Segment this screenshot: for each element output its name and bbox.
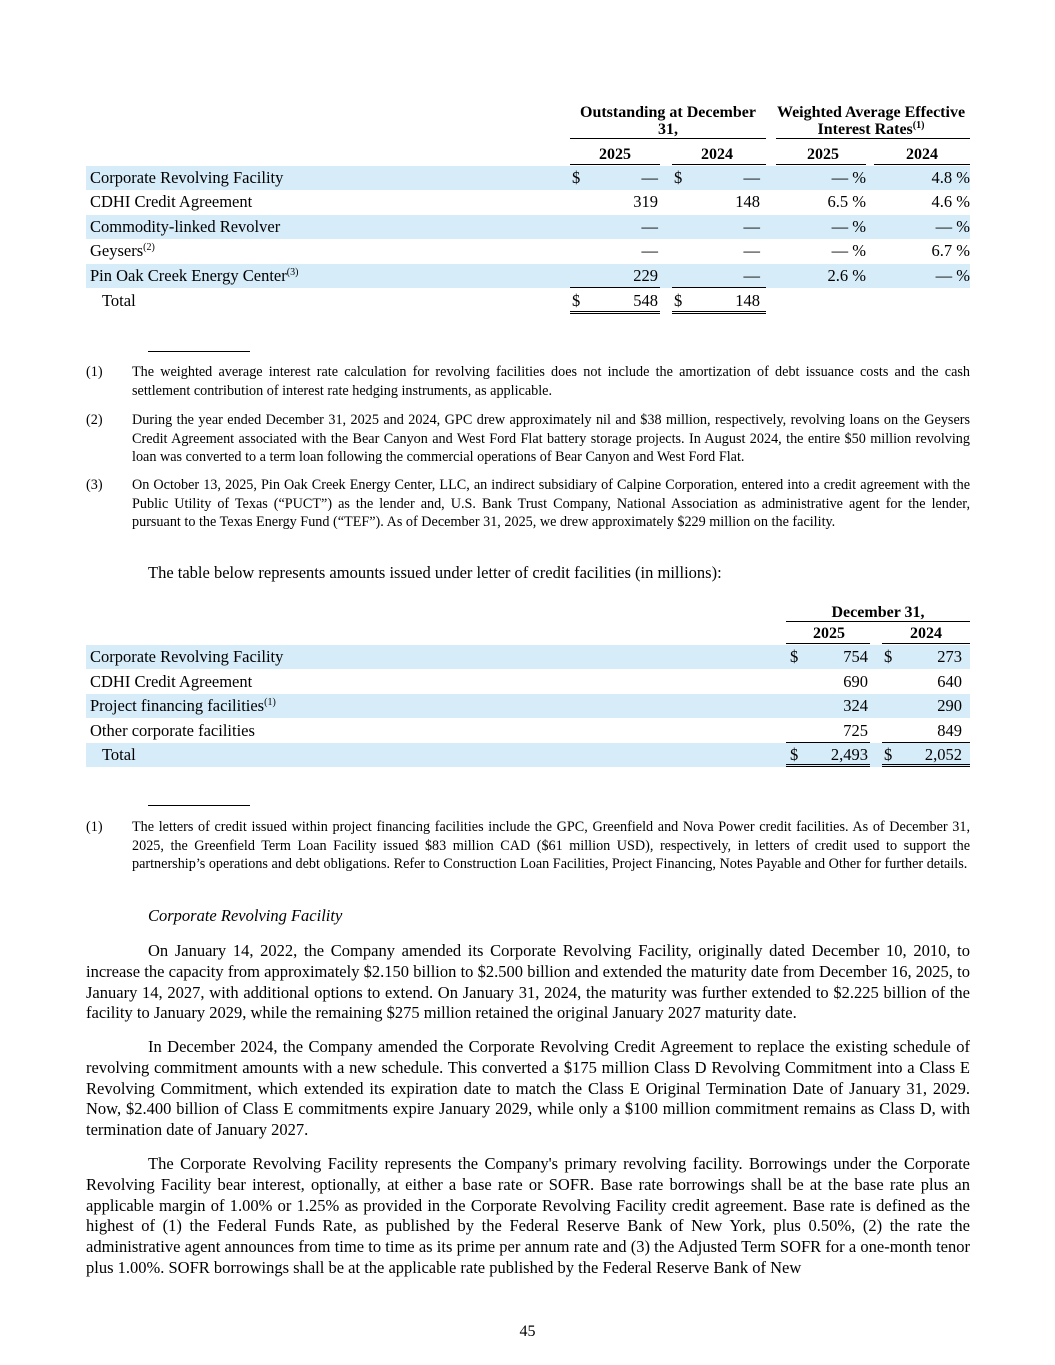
value-2024: 290 bbox=[937, 696, 962, 715]
value-2025: — bbox=[641, 241, 658, 260]
value-2024: — bbox=[743, 241, 760, 260]
table-row bbox=[86, 239, 970, 263]
row-label: Commodity-linked Revolver bbox=[90, 217, 281, 236]
dollar-sign: $ bbox=[674, 291, 683, 310]
row-label-text: Pin Oak Creek Energy Center bbox=[90, 266, 287, 285]
footnote bbox=[86, 363, 970, 401]
value-2025: — bbox=[641, 168, 658, 187]
header-interest-rates bbox=[776, 104, 966, 138]
total-2025: 2,493 bbox=[830, 745, 868, 764]
page-number: 45 bbox=[519, 1323, 536, 1340]
rate-2024: — % bbox=[935, 266, 970, 285]
rate-2024: 4.6 % bbox=[931, 192, 970, 211]
table-row bbox=[86, 719, 970, 743]
row-label: Corporate Revolving Facility bbox=[90, 647, 284, 666]
footnote bbox=[86, 476, 970, 552]
footnote-rule bbox=[148, 805, 250, 806]
row-label-sup: (1) bbox=[264, 697, 276, 708]
year-header: 2025 bbox=[813, 625, 845, 642]
value-2024: 640 bbox=[937, 672, 962, 691]
rate-2024: — % bbox=[935, 217, 970, 236]
total-2024: 148 bbox=[735, 291, 760, 310]
rate-2025: — % bbox=[831, 217, 866, 236]
value-2024: — bbox=[743, 217, 760, 236]
footnote-number: (3) bbox=[86, 477, 103, 493]
year-header: 2025 bbox=[599, 146, 631, 163]
footnote-text: During the year ended December 31, 2025 and 2024, GPC drew approximately nil and $38 million, respectively, revolving loans on the Geysers Credit Agreement associated with the Bear Canyon and West Ford Flat battery storage projects. In August 2024, the entire $50 million revolving loan was converted to a term loan following the commercial operations of Bear Canyon and West Ford Flat. bbox=[132, 412, 970, 465]
table-row bbox=[86, 670, 970, 694]
footnote-text: The weighted average interest rate calculation for revolving facilities does not include the amortization of debt issuance costs and the cash settlement contribution of interest rate hedging instruments, as applicable. bbox=[132, 364, 970, 399]
intro-text: The table below represents amounts issued under letter of credit facilities (in millions): bbox=[148, 563, 722, 582]
value-2024: — bbox=[743, 266, 760, 285]
footnote bbox=[86, 818, 970, 892]
footnote-number: (1) bbox=[86, 819, 103, 835]
table-total-row bbox=[86, 289, 970, 313]
footnote bbox=[86, 411, 970, 469]
value-2024: 273 bbox=[937, 647, 962, 666]
table-row bbox=[86, 190, 970, 214]
value-2025: 319 bbox=[633, 192, 658, 211]
rate-2024: 4.8 % bbox=[931, 168, 970, 187]
row-label: Other corporate facilities bbox=[90, 721, 255, 740]
row-label bbox=[90, 264, 298, 288]
value-2025: — bbox=[641, 217, 658, 236]
rate-2025: — % bbox=[831, 241, 866, 260]
row-label bbox=[90, 239, 155, 263]
table-row bbox=[86, 215, 970, 239]
year-header: 2024 bbox=[701, 146, 733, 163]
total-label: Total bbox=[102, 745, 136, 764]
header-rates-sup: (1) bbox=[912, 120, 925, 131]
dollar-sign: $ bbox=[572, 291, 581, 310]
header-rates-text: Weighted Average Effective Interest Rates bbox=[776, 104, 966, 138]
row-label-text: Project financing facilities bbox=[90, 696, 265, 715]
value-2025: 229 bbox=[633, 266, 658, 285]
dollar-sign: $ bbox=[884, 745, 893, 764]
value-2024: 849 bbox=[937, 721, 962, 740]
row-label-text: Geysers bbox=[90, 241, 144, 260]
header-december: December 31, bbox=[831, 604, 925, 621]
body-paragraph: On January 14, 2022, the Company amended its Corporate Revolving Facility, originally dated December 10, 2010, to increase the capacity from approximately $2.150 billion to $2.500 billion and extended the maturity date from December 16, 2025, to January 14, 2027, with additional options to extend. On January 31, 2024, the maturity was further extended to $2.225 billion of the facility to January 2029, while the remaining $275 million retained the original January 2027 maturity date. bbox=[86, 941, 970, 1023]
footnote-number: (2) bbox=[86, 412, 103, 428]
row-label: Corporate Revolving Facility bbox=[90, 168, 284, 187]
table-row bbox=[86, 166, 970, 190]
table-row bbox=[86, 645, 970, 669]
body-paragraph: In December 2024, the Company amended the Corporate Revolving Credit Agreement to replace the existing schedule of revolving commitment amounts with a new schedule. This converted a $175 million Class D Revolving Commitment into a Class E Revolving Commitment, which extended its expiration date to match the Class E Original Termination Date of January 31, 2029. Now, $2.400 billion of Class E commitments expire January 2029, while only a $100 million commitment remains as Class D, with termination date of January 2027. bbox=[86, 1037, 970, 1140]
total-label: Total bbox=[102, 291, 136, 310]
rate-2025: — % bbox=[831, 168, 866, 187]
table-row bbox=[86, 264, 970, 288]
rate-2024: 6.7 % bbox=[931, 241, 970, 260]
year-header: 2024 bbox=[906, 146, 938, 163]
row-label-sup: (2) bbox=[143, 242, 155, 253]
footnote-rule bbox=[148, 351, 250, 352]
year-header: 2025 bbox=[807, 146, 839, 163]
dollar-sign: $ bbox=[884, 647, 893, 666]
row-label bbox=[90, 694, 276, 718]
value-2025: 754 bbox=[843, 647, 868, 666]
dollar-sign: $ bbox=[572, 168, 581, 187]
value-2024: 148 bbox=[735, 192, 760, 211]
section-heading: Corporate Revolving Facility bbox=[148, 906, 343, 925]
footnote-text: On October 13, 2025, Pin Oak Creek Energy Center, LLC, an indirect subsidiary of Calpine Corporation, entered into a credit agreement with the Public Utility of Texas (“PUCT”) as the lender and, U.S. Bank Trust Company, National Association as administrative agent for the lender, pursuant to the Texas Energy Fund (“TEF”). As of December 31, 2025, we drew approximately $229 million on the facility. bbox=[132, 477, 970, 530]
dollar-sign: $ bbox=[790, 647, 799, 666]
row-label-sup: (3) bbox=[286, 267, 299, 278]
body-paragraph: The Corporate Revolving Facility represents the Company's primary revolving facility. Borrowings under the Corporate Revolving Facility bear interest, optionally, at either a base rate or SOFR. Base rate borrowings shall be at the base rate plus an applicable margin of 1.00% or 1.25% as provided in the Corporate Revolving Facility credit agreement. Base rate is defined as the highest of (1) the Federal Funds Rate, as published by the Federal Reserve Bank of New York, plus 0.50%, (2) the rate the administrative agent announces from time to time as its prime per annum rate and (3) the Adjusted Term SOFR for a one-month tenor plus 1.00%. SOFR borrowings shall be at the applicable rate published by the Federal Reserve Bank of New bbox=[86, 1154, 970, 1277]
value-2025: 324 bbox=[843, 696, 868, 715]
header-outstanding: Outstanding at December 31, bbox=[580, 104, 756, 138]
total-2024: 2,052 bbox=[924, 745, 962, 764]
dollar-sign: $ bbox=[790, 745, 799, 764]
rate-2025: 6.5 % bbox=[827, 192, 866, 211]
footnote-text: The letters of credit issued within project financing facilities include the GPC, Greenfield and Nova Power credit facilities. As of December 31, 2025, the Greenfield Term Loan Facility issued $83 million CAD ($61 million USD), respectively, in letters of credit used to support the partnership’s operations and debt obligations. Refer to Construction Loan Facilities, Project Financing, Notes Payable and Other for further details. bbox=[132, 819, 970, 872]
row-label: CDHI Credit Agreement bbox=[90, 672, 253, 691]
year-header: 2024 bbox=[910, 625, 942, 642]
footnote-number: (1) bbox=[86, 364, 103, 380]
total-2025: 548 bbox=[633, 291, 658, 310]
value-2025: 725 bbox=[843, 721, 868, 740]
dollar-sign: $ bbox=[674, 168, 683, 187]
table-row bbox=[86, 694, 970, 718]
row-label: CDHI Credit Agreement bbox=[90, 192, 253, 211]
value-2025: 690 bbox=[843, 672, 868, 691]
rate-2025: 2.6 % bbox=[827, 266, 866, 285]
value-2024: — bbox=[743, 168, 760, 187]
